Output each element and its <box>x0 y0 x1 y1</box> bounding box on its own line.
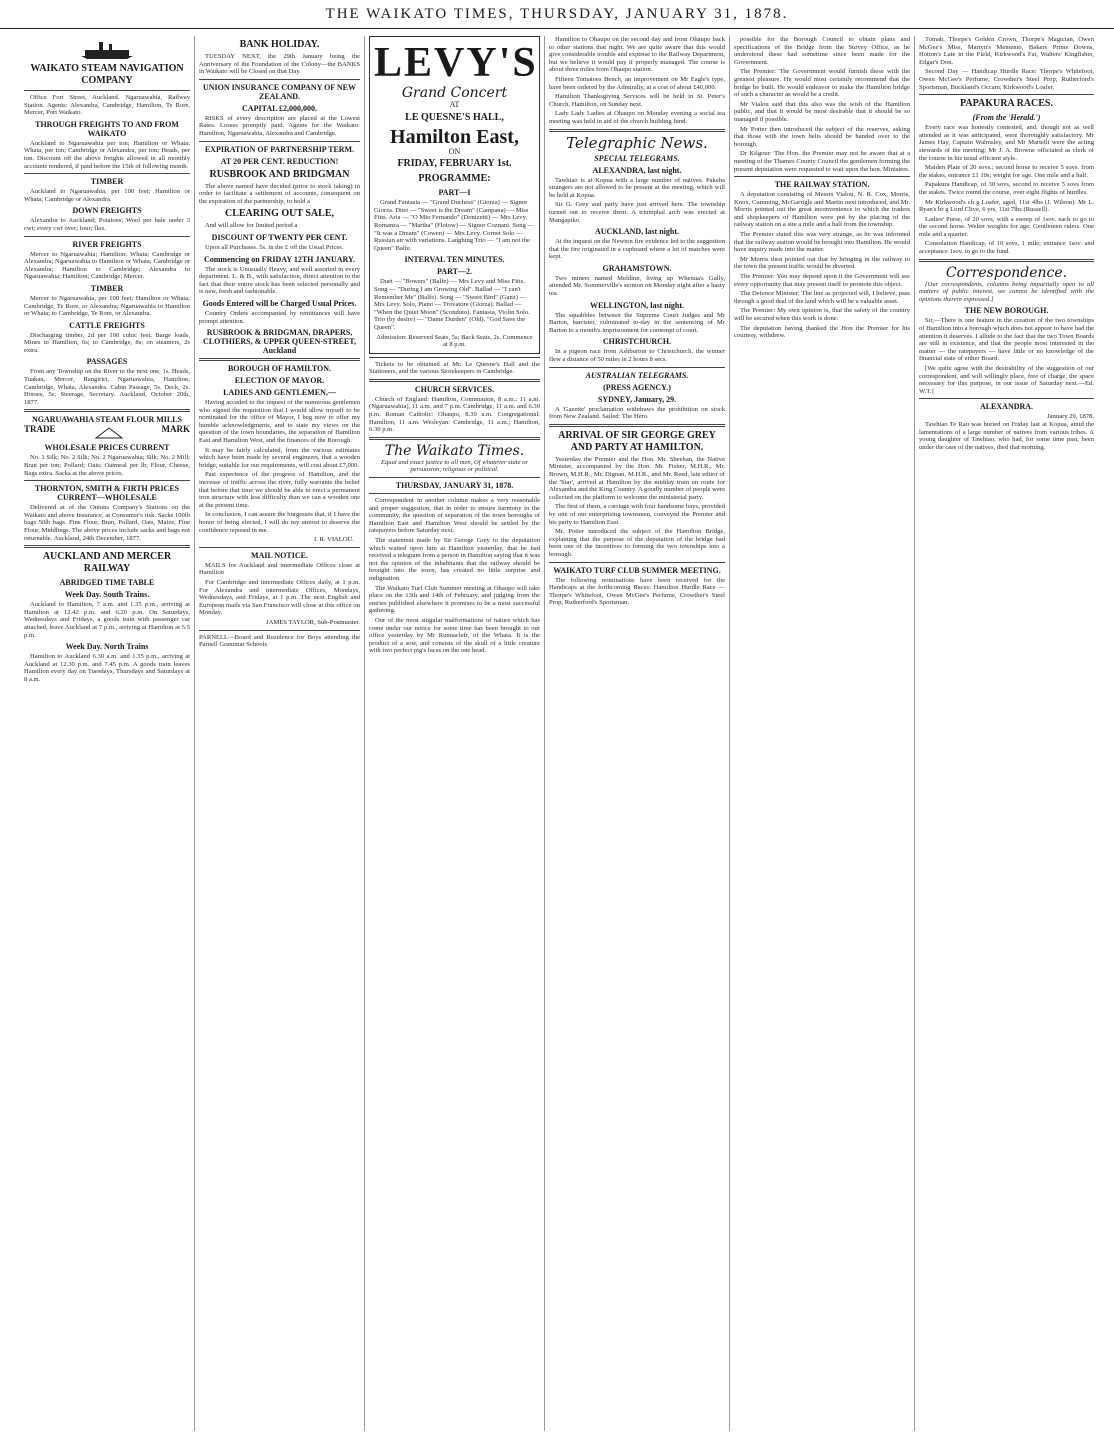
goods-entered-line: Goods Entered will be Charged Usual Prices. <box>202 298 357 308</box>
column-concert: LEVY'S Grand Concert AT LE QUESNE'S HALL, Hamilton East, ON FRIDAY, FEBRUARY 1st. PROGRAMME: PART—I Grand Fantasia — "Grand Duchess" (Giorza) — Signor Giorza. Duet — "Sweet is the Dream" (Campana) — Miss Fitts. Aria — "O Mio Fernando" (Donizetti) — Mrs Levy. Romanza — "Martha" (Flotow) — Signor Coznani. Song — "It was a Dream" (Cowen) — Mrs Levy. Cornet Solo — Russian air with variations. Laughing Trio — "I am not the Queen" Balfe. INTERVAL TEN MINUTES. PART—2. Duet — "Bowers" (Balfe) — Mrs Levy and Miss Fitts. Song — "During I am Growing Old". Ballad — "I can't Remember Me" (Balfe). Song — "Sweet Bird" (Ganz) — Mrs Levy. Solo, Piano — Trovatore (Giorza). Ballad — "When the Quiet Moon" (Sconduto). Fantasia, Violin Solo. Trio (by desire) — "Dame Durden" (Old). "God Save the Queen". Admission: Reserved Seats, 5s; Back Seats, 2s. Commence at 8 p.m. Tickets to be obtained at Mr. Le Quesne's Hall and the Stationers, and the various Storekeepers in Cambridge. CHURCH SERVICES. Church of England: Hamilton, Communion, 8 a.m.; 11 a.m. (Ngaruawahia), 11 a.m. and 7 p.m. Cambridge, 11 a.m. and 6.30 p.m. Roman Catholic: Ohaupo, 8.30 a.m. Congregational: Hamilton, 11 a.m. Wesleyan: Cambridge, 11 a.m.; Hamilton, 6.30 p.m. The Waikato Times. Equal and exact justice to all men, Of whatever state or persuasion, religious or political. THURSDAY, JANUARY 31, 1878. Correspondent in another column makes a very reasonable and proper suggestion, that in order to ensure harmony in the community, the question of separation of the town boroughs of Hamilton East and Hamilton West should be settled by the ratepayers before Saturday next. The statement made by Sir George Grey to the deputation which waited upon him at Hamilton yesterday, that he had received a telegram from a person in Hamilton saying that it was not the opinion of the inhabitants that the railway should be brought into the town, has created no little surprise and indignation. The Waikato Turf Club Summer meeting at Ohaupo will take place on the 13th and 14th of February, and judging from the entries published elsewhere it promises to be a most successful gathering. Our of the most singular malformations of nature which has come under our notice for some time has been brought to our office yesterday by Mr Runnaclefr, of the Whaia. It is the product of a sow, and consists of the skull of a little creature with two perfect pig's faces on the one head. <box>365 36 545 1431</box>
parnell-line: PARNELL—Board and Residence for Boys attending the Parnell Grammar Schools <box>199 633 360 649</box>
part-one-title: PART—I <box>438 188 471 198</box>
hall-name: LE QUESNE'S HALL, <box>405 111 504 123</box>
mail-notice-title: MAIL NOTICE. <box>251 550 308 560</box>
alexandra-dateline: ALEXANDRA, last night. <box>592 165 682 175</box>
election-title: ELECTION OF MAYOR. <box>234 376 325 386</box>
part-two-title: PART—2. <box>437 267 472 277</box>
railway-station-title: THE RAILWAY STATION. <box>774 180 870 190</box>
admission-line: Admission: Reserved Seats, 5s; Back Seats, 2s. Commence at 8 p.m. <box>376 333 533 349</box>
wholesale-prices-title: WHOLESALE PRICES CURRENT <box>44 443 170 453</box>
mails-line: MAILS for Auckland and intermediate Offices close at Hamilton <box>199 561 360 577</box>
union-insurance-title: UNION INSURANCE COMPANY OF NEW ZEALAND. <box>202 82 357 101</box>
bank-holiday-title: BANK HOLIDAY. <box>239 39 320 50</box>
arrival-title: ARRIVAL OF SIR GEORGE GREY AND PARTY AT HAMILTON. <box>558 429 716 453</box>
column-shipping: WAIKATO STEAM NAVIGATION COMPANY Office Fort Street, Auckland. Ngaruawahia, Railway Station. Agents: Alexandra, Cambridge, Hamilton, Te Rore, Mercer, Port Waikato. THROUGH FREIGHTS TO AND FROM WAIKATO Auckland to Ngaruawahia per ton; Hamilton or Whata; Whata, per ton; Cambridge or Alexandra, per ton; Heads, per ton. Discount off the above freights allowed in all monthly accounts rendered, if paid before the 15th of following month. TIMBER Auckland to Ngaruawahia, per 100 feet; Hamilton or Whata; Cambridge or Alexandra. DOWN FREIGHTS Alexandra to Auckland; Potatoes; Wool per bale under 3 cwt; every cwt over; four; flax. RIVER FREIGHTS Mercer to Ngaruawahia; Hamilton; Whata; Cambridge or Alexandra; Ngaruawahia to Hamilton or Whata; Cambridge or Alexandra; Hamilton to Cambridge; Alexandra to Ngaruawahia; Hamilton; Cambridge; Mercer. TIMBER Mercer to Ngaruawahia, per 100 feet; Hamilton or Whata; Cambridge, Te Rore, or Alexandra; Ngaruawahia to Hamilton or Whata; to Cambridge, Te Rore, or Alexandra. CATTLE FREIGHTS Discharging timber, 2d per 100 cubic feet. Barge loads, Mines to Hamilton, 6s; to Cambridge, 8s; on steamers, 2s extra. PASSAGES From any Township on the River to the next one, 1s. Heads, Tuakau, Mercer, Rangiriri, Ngaruawahia, Hamilton, Cambridge, Whata, Alexandra. Cabin Passage, 5s. Deck, 2s. Horses, 5s; Steerage, Secretary. Auckland, October 20th, 1877. NGARUAWAHIA STEAM FLOUR MILLS TRADE MARK WHOLESALE PRICES CURRENT No. 1 Silk; No. 2 Silk; No. 2 Ngaruawahia; Silk; No. 2 Mill; Bran per ton; Pollard; Oats; Oatmeal per lb; Flour, Cheese, Bags extra. Sacks at the above prices. THORNTON, SMITH & FIRTH PRICES CURRENT—WHOLESALE Delivered at of the Onions Company's Stations on the Waikato and above Insurance, at Consumer's risk. Sacks 100lb bags 50lb bags. Fine Flour, Bran, Pollard, Oats, Maize, Fine Flour, Middlings. The above prices include sacks and bags not returnable. Auckland, 24th December, 1877. AUCKLAND AND MERCER RAILWAY ABRIDGED TIME TABLE Week Day. South Trains. Auckland to Hamilton, 7 a.m. and 1.35 p.m., arriving at Hamilton at 12.42 p.m. and 6.20 p.m. On Saturdays, Wednesdays and Fridays, a goods train with passenger car attached, leave Auckland at 7 p.m., arriving at Hamilton at 5.5 p.m. Week Day. North Trains Hamilton to Auckland 6.30 a.m. and 1.35 p.m., arriving at Auckland at 12.30 p.m. and 7.45 p.m. A goods train leaves Hamilton every day on Tuesdays, Thursdays and Saturdays at 8 a.m. <box>20 36 195 1431</box>
shipping-text: Office Fort Street, Auckland. Ngaruawahia, Railway Station. Agents: Alexandra, Cambridge, Hamilton, Te Rore, Mercer, Port Waikato. <box>24 94 190 117</box>
hall-location: Hamilton East, <box>390 125 519 148</box>
column-races: Tomah, Thorpe's Golden Crown, Thorpe's Magician, Owen McGee's Miss, Martyn's Memento, Bakers Prims Downs, Hotton's Late in the Field, Kirkwood's Fat, Walters' Kingfisher, Edgar's Don. Second Day — Handicap Hurdle Race: Thorpe's Whitefoot, Owen McGee's Perfume, Crowther's Steel Prop, Rutherford's Sportsman, Buckland's Occam, Kirkwood's Loafer. PAPAKURA RACES. (From the 'Herald.') Every race was honestly contested, and, though not as well attended as it was anticipated, were thoroughly satisfactory. Mr James Hay, Captain Walmsley, and Mr Martelli were the acting stewards of the meeting; Mr J. A. Browne officiated as clerk of the course in his usual efficient style. Maiden Plate of 20 sovs.; second horse to receive 5 sovs. from the stakes, entrance £1 10s; weight for age. One mile and a half. Papakura Handicap, of 30 sovs, second to receive 5 sovs from the stakes. Twice round the course, over eight flights of hurdles. Mr Kirkwood's ch g Loafer, aged, 11st 4lbs (J. Wilson). Mr L. Ryan's br g Lord Clive, 6 yrs, 11st 7lbs (Russell). Ladies' Purse, of 20 sovs, with a sweep of 1sov. each to go to the second horse. Welter weights for age. Gentlemen riders. One mile and a quarter. Consolation Handicap, of 10 sovs, 1 mile; entrance 1sov. and acceptance 1sov. to go to the fund. Correspondence. [Our correspondents, columns being impartially open to all matters of public interest, we cannot be identified with the opinions therein expressed.] THE NEW BOROUGH. Sir,—There is one feature in the creation of the two townships of Hamilton into a borough which does not appear to have had the attention it deserves. I allude to the fact that the two Town Boards are still in existence, and that the people most interested in the matter — the ratepayers — have little or no knowledge of the financial state of either Board. [We quite agree with the desirability of the suggestion of our correspondent, and will willingly place, free of charge, the space necessary for this purpose, in our issue of Saturday next.—Ed. W.T.] ALEXANDRA. January 29, 1878. Tawhiao Te Rau was buried on Friday last at Kopua, amid the lamentations of a large number of natives from various tribes. A young daughter of Tawhiao, who had, for some time past, been under the care of the natives, died that morning. <box>919 36 1094 451</box>
taylor-signature: JAMES TAYLOR, Sub-Postmaster. <box>266 618 360 626</box>
rusbrook-address: RUSBROOK & BRIDGMAN, DRAPERS, CLOTHIERS, & UPPER QUEEN-STREET, Auckland <box>203 328 356 356</box>
editorial-date: THURSDAY, JANUARY 31, 1878. <box>395 481 514 491</box>
mark-label: MARK <box>161 424 190 435</box>
press-agency-line: (PRESS AGENCY.) <box>603 382 671 392</box>
at-line: AT <box>449 100 460 109</box>
sydney-dateline: SYDNEY, January, 29. <box>597 394 677 404</box>
trade-label: TRADE <box>24 424 56 435</box>
timber-title: TIMBER <box>90 177 124 187</box>
abridged-title: ABRIDGED TIME TABLE <box>59 578 155 588</box>
discount-line: DISCOUNT OF TWENTY PER CENT. <box>211 232 348 242</box>
waikato-times-heading: The Waikato Times. <box>384 442 525 459</box>
newspaper-columns <box>20 36 1098 1431</box>
christchurch-dateline: CHRISTCHURCH. <box>602 337 672 347</box>
papakura-title: PAPAKURA RACES. <box>960 98 1053 110</box>
timber-title-2: TIMBER <box>90 283 124 293</box>
trade-mark-icon <box>94 426 124 440</box>
interval-title: INTERVAL TEN MINUTES. <box>404 255 505 265</box>
grand-concert-heading: Grand Concert <box>401 85 508 101</box>
church-services-title: CHURCH SERVICES. <box>414 384 495 394</box>
programme-title: PROGRAMME: <box>418 173 491 185</box>
masthead <box>0 0 1114 29</box>
thornton-title: THORNTON, SMITH & FIRTH PRICES CURRENT—WHOLESALE <box>34 484 180 503</box>
down-freights-title: DOWN FREIGHTS <box>72 206 142 216</box>
passages-title: PASSAGES <box>86 357 128 367</box>
auckland-dateline: AUCKLAND, last night. <box>594 227 679 237</box>
new-borough-title: THE NEW BOROUGH. <box>964 306 1049 316</box>
masthead-title: THE WAIKATO TIMES, THURSDAY, JANUARY 31, 1878. <box>325 6 789 22</box>
shipping-title: WAIKATO STEAM NAVIGATION COMPANY <box>30 63 184 86</box>
borough-title: BOROUGH OF HAMILTON. <box>227 364 332 374</box>
alexandra-date: January 29, 1878. <box>1047 413 1094 421</box>
freights-title: THROUGH FREIGHTS TO AND FROM WAIKATO <box>35 119 179 138</box>
column-telegraphic: Hamilton to Ohaupo on the second day and from Ohaupo back to other stations that night. We are quite aware that this would give considerable trouble and expense to the Railway Department, but we believe it would pay if properly managed. The course is about three miles from Ohaupo station. Fifteen Tomatoes Bench, an improvement on Mr Eagle's type, have been ordered by the Admiralty, at a cost of about £40,000. Hamilton Thanksgiving Services will be held in St. Peter's Church, Hamilton, on Sunday next. Lady Lady Ladies at Ohaupo on Monday evening a social tea meeting was held in aid of the church building fund. Telegraphic News. SPECIAL TELEGRAMS. ALEXANDRA, last night. Tawhiao is at Kopua with a large number of natives. Pakeha strangers are not allowed to be present at the meeting, which will be held at Kopua. Sir G. Grey and party have just arrived here. The township turned out to receive them. A triumphal arch was erected at Mangapiko. AUCKLAND, last night. At the inquest on the Newton fire evidence led to the suggestion that the fire originated in a cupboard where a lot of matches were kept. GRAHAMSTOWN. Two miners named Meldinn, living up Whenua's Gully, attended Mr. Sommerville's sermon on Monday night after a hasty tea. WELLINGTON, last night. The squabbles between the Supreme Court Judges and Mr Barton, barrister, culminated to-day in the sentencing of Mr Barton to a month's imprisonment for contempt of court. CHRISTCHURCH. In a pigeon race from Ashburton to Christchurch, the winner flew a distance of 50 miles in 2 hours 8 secs. AUSTRALIAN TELEGRAMS. (PRESS AGENCY.) SYDNEY, January, 29. A 'Gazette' proclamation withdraws the prohibition on stock from New Zealand. Sailed: The Hero. ARRIVAL OF SIR GEORGE GREY AND PARTY AT HAMILTON. Yesterday the Premier and the Hon. Mr. Sheehan, the Native Minister, accompanied by the Hon. Mr. Fisher, M.H.R., Mr. Brown, M.H.R., Mr. Dignan, M.H.R., and Mr. Reed, late editor of the 'Star', arrived at Hamilton by the midday train en route for Alexandra and the King Country. A goodly number of people were collected on the platform to welcome the ministerial party. The first of them, a carriage with four handsome bays, provided by one of our enterprising townsmen, conveyed the Premier and his party to Hamilton East. Mr. Potter introduced the subject of the Hamilton Bridge, explaining that the purpose of the deputation of the bridge had been one of the incentives to forming the two townships into a borough. WAIKATO TURF CLUB SUMMER MEETING. The following nominations have been received for the Handicaps at the forthcoming Races: Hamilton Hurdle Race — Thorpe's Whitefoot, Owen McGee's Perfume, Crowther's Steel Prop, Rutherford's Sportsman. <box>545 36 730 1431</box>
ladies-line: LADIES AND GENTLEMEN,— <box>223 388 336 398</box>
concert-poster: LEVY'S Grand Concert AT LE QUESNE'S HALL, Hamilton East, ON FRIDAY, FEBRUARY 1st. PROGRAMME: PART—I Grand Fantasia — "Grand Duchess" (Giorza) — Signor Giorza. Duet — "Sweet is the Dream" (Campana) — Miss Fitts. Aria — "O Mio Fernando" (Donizetti) — Mrs Levy. Romanza — "Martha" (Flotow) — Signor Coznani. Song — "It was a Dream" (Cowen) — Mrs Levy. Cornet Solo — Russian air with variations. Laughing Trio — "I am not the Queen" Balfe. INTERVAL TEN MINUTES. PART—2. Duet — "Bowers" (Balfe) — Mrs Levy and Miss Fitts. Song — "During I am Growing Old". Ballad — "I can't Remember Me" (Balfe). Song — "Sweet Bird" (Ganz) — Mrs Levy. Solo, Piano — Trovatore (Giorza). Ballad — "When the Quiet Moon" (Sconduto). Fantasia, Violin Solo. Trio (by desire) — "Dame Durden" (Old). "God Save the Queen". Admission: Reserved Seats, 5s; Back Seats, 2s. Commence at 8 p.m. <box>369 36 540 354</box>
herald-credit: (From the 'Herald.') <box>972 113 1041 123</box>
grahamstown-dateline: GRAHAMSTOWN. <box>602 263 672 273</box>
turf-club-title: WAIKATO TURF CLUB SUMMER MEETING. <box>553 565 721 575</box>
clearing-sale-title: CLEARING OUT SALE, <box>224 208 334 220</box>
flour-mills-title: NGARUAWAHIA STEAM FLOUR MILLS <box>31 415 183 425</box>
on-line: ON <box>448 146 461 156</box>
telegraphic-news-heading: Telegraphic News. <box>566 133 708 152</box>
river-freights-title: RIVER FREIGHTS <box>72 239 142 249</box>
concert-date: FRIDAY, FEBRUARY 1st. <box>397 158 512 170</box>
column-notices: BANK HOLIDAY. TUESDAY NEXT, the 29th January being the Anniversary of the Foundation of the Colony—the BANKS in Waikato will be Closed on that Day. UNION INSURANCE COMPANY OF NEW ZEALAND. CAPITAL £2,000,000. RISKS of every description are placed at the Lowest Rates. Losses promptly paid. Agents for the Waikato: Hamilton, Ngaruawahia, Alexandra and Cambridge. EXPIRATION OF PARTNERSHIP TERM. AT 20 PER CENT. REDUCTION! RUSBROOK AND BRIDGMAN The above named have decided (prior to stock taking) in order to facilitate a settlement of accounts, consequent on the expiration of the partnership, to hold a CLEARING OUT SALE, And will allow for limited period a DISCOUNT OF TWENTY PER CENT. Upon all Purchases. 5s. in the £ off the Usual Prices. Commencing on FRIDAY 12TH JANUARY. The stock is Unusually Heavy, and well assorted in every department. L. & B., with satisfaction, direct attention to the fact that their entire stock has been selected personally and is new, fresh and fashionable. Goods Entered will be Charged Usual Prices. Country Orders accompanied by remittances will have prompt attention. RUSBROOK & BRIDGMAN, DRAPERS, CLOTHIERS, & UPPER QUEEN-STREET, Auckland BOROUGH OF HAMILTON. ELECTION OF MAYOR. LADIES AND GENTLEMEN,— Having acceded to the request of the numerous gentlemen who signed the requisition that I would allow myself to be nominated for the office of Mayor, I beg now to offer my humble acknowledgments, and to state my views on the question of the town boundaries, the separation of Hamilton East and Hamilton West, and the finances of the Borough. It may be fairly calculated, from the various estimates which have been made by several engineers, that a wooden bridge, suitable for our requirements, will cost about £7,000. Past experience of the progress of Hamilton, and the increase of traffic across the river, fully warrants the belief that before that time we should be able to erect a permanent iron structure with less difficulty than we can a wooden one at the present time. In conclusion, I can assure the burgesses that, if I have the honor of being elected, I will do my utmost to deserve the confidence reposed in me. I. R. VIALOU. MAIL NOTICE. MAILS for Auckland and intermediate Offices close at Hamilton For Cambridge and intermediate Offices daily, at 1 p.m. For Alexandra and intermediate Offices, Mondays, Wednesdays, and Fridays, at 1 p.m. The next English and European mails via San Francisco will close at this office on Monday. JAMES TAYLOR, Sub-Postmaster. PARNELL—Board and Residence for Boys attending the Parnell Grammar Schools <box>195 36 365 1431</box>
expiration-title: EXPIRATION OF PARTNERSHIP TERM. <box>204 144 355 154</box>
cattle-freights-title: CATTLE FREIGHTS <box>69 320 145 330</box>
rusbrook-title: RUSBROOK AND BRIDGMAN <box>209 168 350 180</box>
south-trains-title: Week Day. South Trains. <box>64 590 150 600</box>
reduction-line: AT 20 PER CENT. REDUCTION! <box>220 156 339 166</box>
column-deputation: possible for the Borough Council to obtain plans and specifications of the Bridge from the Survey Office, as he understood these had sometime since been made for the Government. The Premier: The Government would furnish these with the greatest pleasure. He would most certainly recommend that the bridge be built. He would endeavor to make the Hamilton bridge of such a character as would be a credit. Mr Vialou said that this also was the wish of the Hamilton public, and that it would be most desirable that it should be so managed if possible. Mr Potter then introduced the subject of the reserves, asking that those with the town belts should be handed over to the borough. Dr Kilgour: The Hon. the Premier may not be aware that at a meeting of the Thames County Council the gentlemen forming the present deputation were requested to wait upon the hon. Ministers. THE RAILWAY STATION. A deputation consisting of Messrs Vialou, N. R. Cox, Morris, Knox, Cumming, McGarrigle and Martin next introduced, and Mr. Morris pointed out the great inconvenience to which the traders and shopkeepers of Hamilton were put by the placing of the railway station on a site a mile and a half from the township. The Premier stated this was very strange, as he was informed that the railway station would be brought into Hamilton. He would have inquiry made into the matter. Mr Morris then pointed out that by bringing in the railway to the town the present traffic would be diverted. The Premier: You may depend upon it the Government will see every opportunity that may present itself to promote this object. The Defence Minister: The line as projected will, I believe, pass through a good deal of the land which will be a valuable asset. The Premier: My own opinion is, that the safety of the country will be secured when this work is done. The deputation having thanked the Hon the Premier for his courtesy, withdrew. <box>730 36 915 1431</box>
capital-line: CAPITAL £2,000,000. <box>242 103 317 113</box>
steamship-icon <box>77 38 137 60</box>
levys-heading: LEVY'S <box>374 40 538 86</box>
north-trains-title: Week Day. North Trains <box>65 642 149 652</box>
railway-title: AUCKLAND AND MERCER RAILWAY <box>42 551 172 575</box>
commencing-line: Commencing on FRIDAY 12TH JANUARY. <box>203 254 356 264</box>
wellington-dateline: WELLINGTON, last night. <box>589 300 685 310</box>
special-telegrams-title: SPECIAL TELEGRAMS. <box>594 153 680 163</box>
australian-telegrams-title: AUSTRALIAN TELEGRAMS. <box>585 370 689 380</box>
correspondence-heading: Correspondence. <box>945 264 1068 281</box>
signature: I. R. VIALOU. <box>314 536 354 544</box>
motto-line: Equal and exact justice to all men, Of whatever state or persuasion, religious or political. <box>380 458 529 474</box>
alexandra-title: ALEXANDRA. <box>979 402 1034 412</box>
